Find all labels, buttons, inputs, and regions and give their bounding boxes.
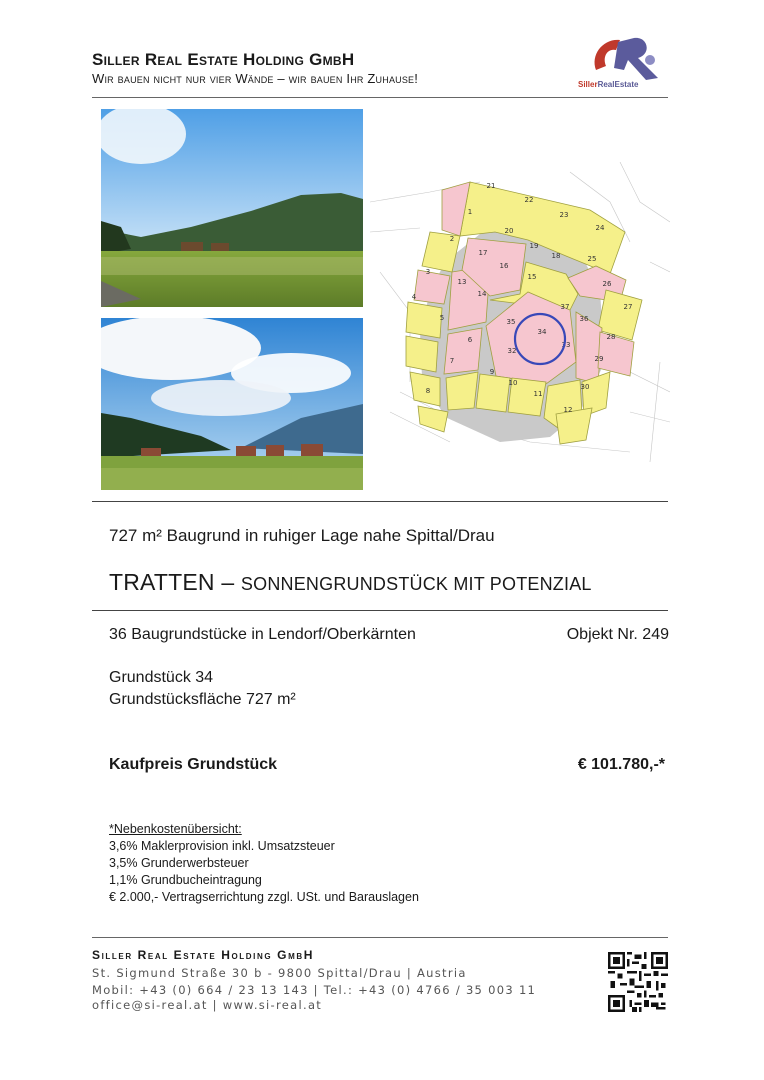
listing-headline: [109, 569, 592, 596]
plot-number: 16: [499, 262, 509, 270]
plot-number: 24: [595, 224, 605, 232]
logo-text: SillerRealEstate: [578, 80, 639, 89]
footer-phone: Mobil: +43 (0) 664 / 23 13 143 | Tel.: +43 (0) 4766 / 35 003 11: [92, 983, 537, 997]
object-number: Objekt Nr. 249: [566, 626, 669, 643]
section-divider: [92, 501, 668, 502]
plot-number: 25: [587, 255, 597, 263]
plot-number: 1: [467, 208, 473, 216]
footer-divider: [92, 937, 668, 938]
cost-item: € 2.000,- Vertragserrichtung zzgl. USt. und Barauslagen: [109, 890, 419, 904]
plot-number: 12: [563, 406, 573, 414]
plot-label: Grundstück 34: [109, 669, 214, 686]
plot-number: 19: [529, 242, 539, 250]
plot-area: Grundstücksfläche 727 m²: [109, 691, 296, 708]
cost-item: 3,5% Grunderwerbsteuer: [109, 856, 249, 870]
plot-number: 10: [508, 379, 518, 387]
price-value: € 101.780,-*: [577, 756, 665, 773]
plot-number: 5: [439, 314, 445, 322]
plot-number: 22: [524, 196, 534, 204]
plot-number: 6: [467, 336, 473, 344]
plot-number: 11: [533, 390, 543, 398]
plot-number: 20: [504, 227, 514, 235]
company-slogan: Wir bauen nicht nur vier Wände – wir bauen Ihr Zuhause!: [92, 71, 419, 86]
plot-number: 33: [561, 341, 571, 349]
company-name: Siller Real Estate Holding GmbH: [92, 50, 355, 69]
plot-number: 21: [486, 182, 496, 190]
headline-sub: SONNENGRUNDSTÜCK MIT POTENZIAL: [240, 574, 592, 594]
plot-number: 37: [560, 303, 570, 311]
cost-item: 1,1% Grundbucheintragung: [109, 873, 262, 887]
plot-number: 34: [537, 328, 547, 336]
costs-title: *Nebenkostenübersicht:: [109, 822, 242, 836]
headline-dash: –: [214, 569, 241, 595]
plot-number: 4: [411, 293, 417, 301]
additional-costs: [109, 821, 419, 906]
listing-tagline: 727 m² Baugrund in ruhiger Lage nahe Spittal/Drau: [109, 526, 495, 545]
plot-number: 2: [449, 235, 455, 243]
plot-number: 28: [606, 333, 616, 341]
cost-item: 3,6% Maklerprovision inkl. Umsatzsteuer: [109, 839, 335, 853]
plot-number: 29: [594, 355, 604, 363]
footer-company: Siller Real Estate Holding GmbH: [92, 948, 314, 962]
plot-number: 7: [449, 357, 455, 365]
plot-number: 13: [457, 278, 467, 286]
plot-number: 27: [623, 303, 633, 311]
plot-number: 18: [551, 252, 561, 260]
plot-number: 30: [580, 383, 590, 391]
plot-number: 35: [506, 318, 516, 326]
header-divider: [92, 97, 668, 98]
plot-site-plan: [370, 162, 670, 462]
plot-number: 14: [477, 290, 487, 298]
landscape-photo-2: [101, 318, 363, 490]
plots-info: 36 Baugrundstücke in Lendorf/Oberkärnten: [109, 626, 416, 643]
footer-contact[interactable]: office@si-real.at | www.si-real.at: [92, 998, 323, 1012]
headline-main: TRATTEN: [109, 569, 215, 595]
plot-number: 36: [579, 315, 589, 323]
plot-number: 9: [489, 368, 495, 376]
landscape-photo-1: [101, 109, 363, 307]
plot-number: 32: [507, 347, 517, 355]
footer-address: St. Sigmund Straße 30 b - 9800 Spittal/Drau | Austria: [92, 966, 467, 980]
qr-code[interactable]: [608, 952, 668, 1012]
price-label: Kaufpreis Grundstück: [109, 756, 278, 773]
plot-number: 23: [559, 211, 569, 219]
plot-number: 26: [602, 280, 612, 288]
plot-number: 17: [478, 249, 488, 257]
section-divider: [92, 610, 668, 611]
plot-number: 8: [425, 387, 431, 395]
plot-number: 3: [425, 268, 431, 276]
plot-number: 15: [527, 273, 537, 281]
